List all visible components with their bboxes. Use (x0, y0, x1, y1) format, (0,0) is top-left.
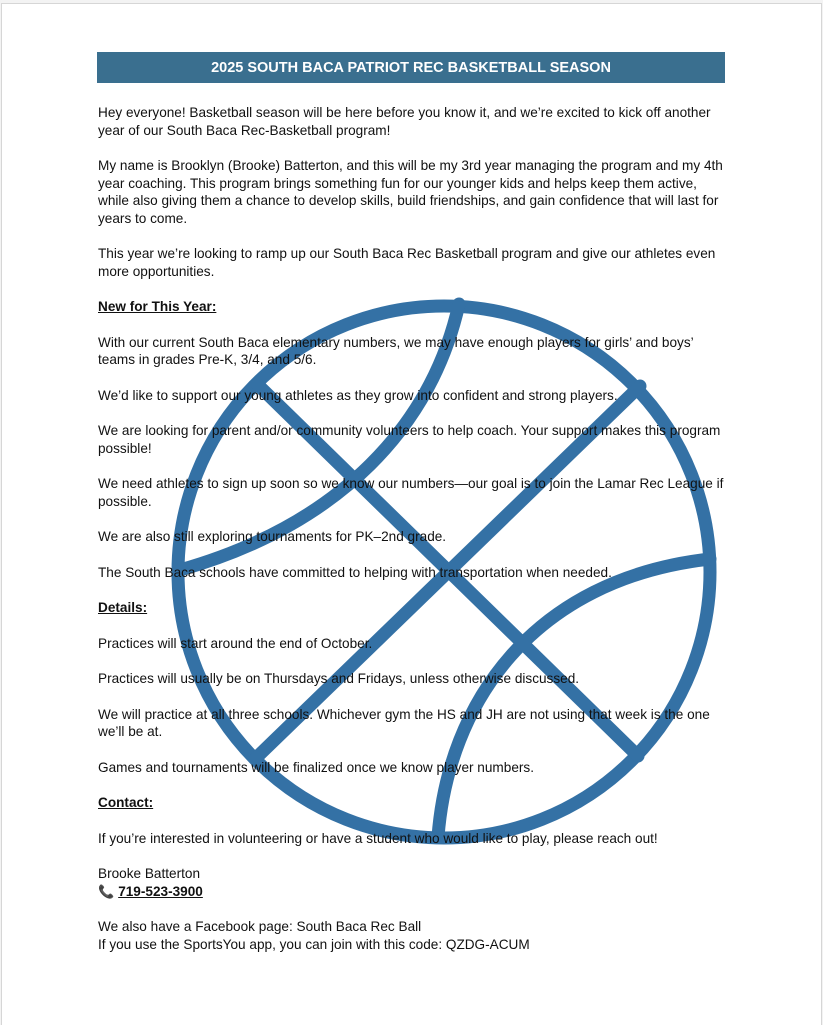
phone-icon: 📞 (98, 883, 115, 899)
new-item: The South Baca schools have committed to helping with transportation when needed. (98, 564, 612, 580)
new-item: We are also still exploring tournaments for PK–2nd grade. (98, 529, 447, 544)
details-item: Practices will usually be on Thursdays and Fridays, unless otherwise discussed. (98, 671, 580, 686)
new-item: We need athletes to sign up soon so we know our numbers—our goal is to join the Lamar Rec League if possible. (98, 476, 724, 509)
contact-heading: Contact: (98, 795, 154, 810)
facebook-line: We also have a Facebook page: South Baca Rec Ball (98, 919, 422, 934)
contact-text: If you’re interested in volunteering or have a student who would like to play, please reach out! (98, 830, 658, 846)
new-item: We are looking for parent and/or community volunteers to help coach. Your support makes this program possible! (98, 423, 721, 456)
letter-body (98, 104, 730, 953)
contact-phone-link[interactable]: 719-523-3900 (118, 883, 203, 899)
details-heading: Details: (98, 600, 148, 615)
new-item: With our current South Baca elementary numbers, we may have enough players for girls’ and boys’ teams in grades Pre-K, 3/4, and 5/6. (98, 334, 694, 367)
intro-paragraph-3: This year we’re looking to ramp up our South Baca Rec Basketball program and give our athletes even more opportunities. (98, 246, 716, 279)
intro-paragraph-1: Hey everyone! Basketball season will be here before you know it, and we’re excited to kick off another year of our South Baca Rec-Basketball program! (98, 105, 711, 138)
new-for-this-year-heading: New for This Year: (98, 299, 217, 314)
details-item: We will practice at all three schools. Whichever gym the HS and JH are not using that week is the one we’ll be at. (98, 706, 710, 739)
sportsyou-line: If you use the SportsYou app, you can join with this code: QZDG-ACUM (98, 936, 530, 952)
details-item: Games and tournaments will be finalized once we know player numbers. (98, 759, 534, 775)
intro-paragraph-2: My name is Brooklyn (Brooke) Batterton, and this will be my 3rd year managing the program and my 4th year coaching. This program brings something fun for our younger kids and helps keep them active, while also giving them a chance to develop skills, build friendships, and gain confidence that will last for years to come. (98, 158, 723, 226)
new-item: We’d like to support our young athletes as they grow into confident and strong players. (98, 387, 618, 403)
details-item: Practices will start around the end of October. (98, 635, 373, 651)
contact-name: Brooke Batterton (98, 866, 201, 881)
document-page (1, 3, 822, 1025)
season-banner: 2025 SOUTH BACA PATRIOT REC BASKETBALL SEASON (97, 52, 725, 83)
contact-phone-line (98, 883, 730, 901)
